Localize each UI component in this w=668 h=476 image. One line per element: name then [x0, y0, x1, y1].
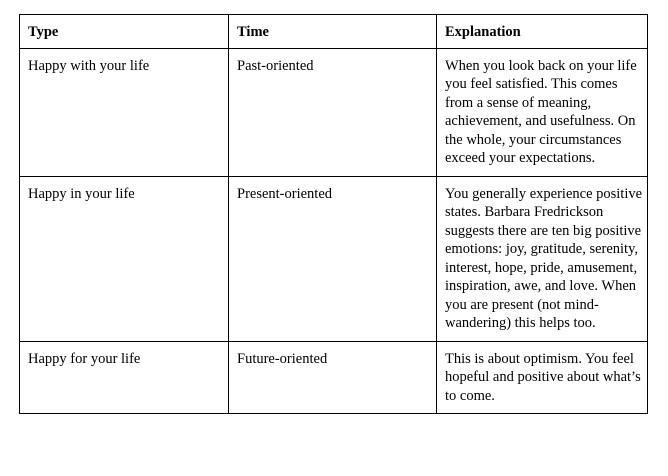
header-explanation: Explanation [437, 15, 648, 49]
table-row [20, 341, 648, 414]
cell-time: Future-oriented [229, 341, 437, 414]
table-row [20, 176, 648, 341]
happiness-types-table [19, 14, 648, 414]
cell-explanation: This is about optimism. You feel hopeful and positive about what’s to come. [437, 341, 648, 414]
table-row [20, 48, 648, 176]
cell-explanation: You generally experience positive states. Barbara Fredrickson suggests there are ten big positive emotions: joy, gratitude, serenity, interest, hope, pride, amusement, inspiration, awe, and love. When you are present (not mind-wandering) this helps too. [437, 176, 648, 341]
header-time: Time [229, 15, 437, 49]
cell-time: Past-oriented [229, 48, 437, 176]
table-header-row [20, 15, 648, 49]
cell-explanation: When you look back on your life you feel satisfied. This comes from a sense of meaning, achievement, and usefulness. On the whole, your circumstances exceed your expectations. [437, 48, 648, 176]
cell-time: Present-oriented [229, 176, 437, 341]
cell-type: Happy in your life [20, 176, 229, 341]
cell-type: Happy with your life [20, 48, 229, 176]
header-type: Type [20, 15, 229, 49]
cell-type: Happy for your life [20, 341, 229, 414]
